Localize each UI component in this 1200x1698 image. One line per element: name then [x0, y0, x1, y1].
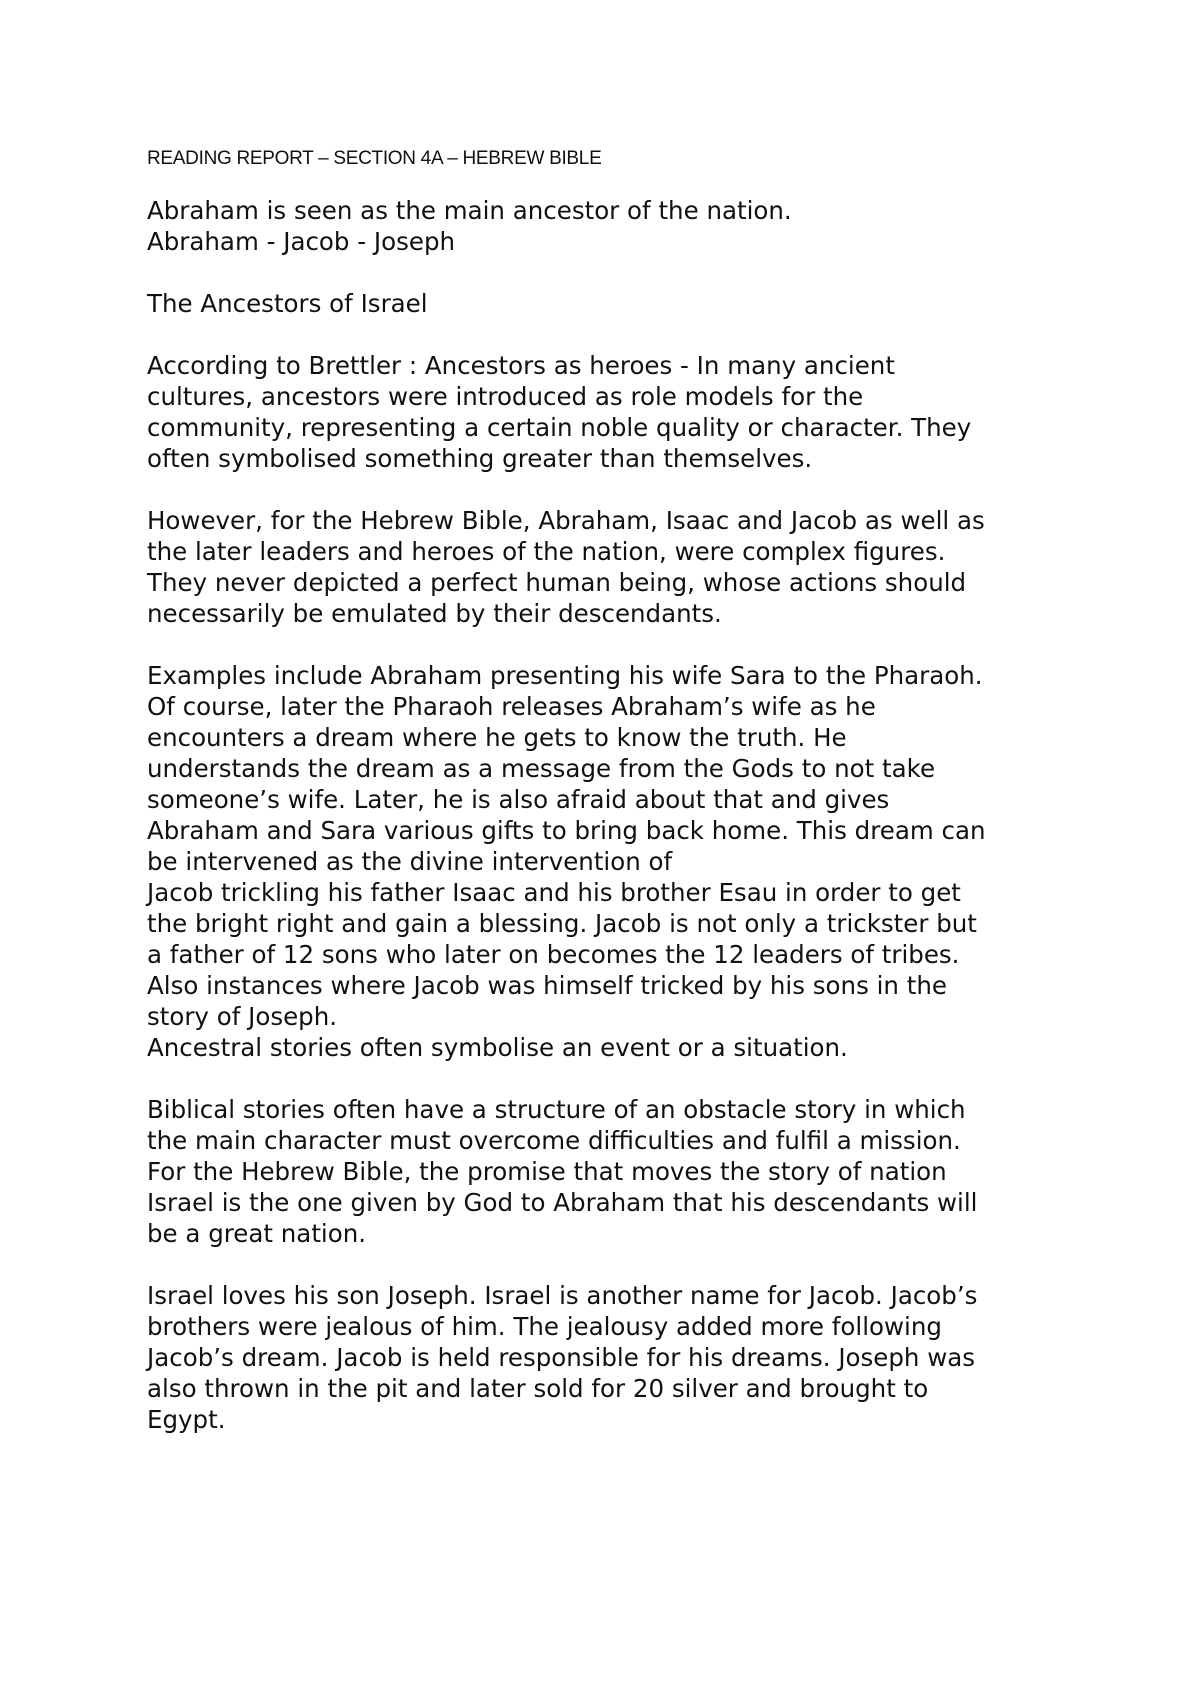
blank-line: [147, 474, 1067, 505]
text-line: a father of 12 sons who later on becomes the 12 leaders of tribes.: [147, 940, 960, 969]
text-line: Egypt.: [147, 1405, 226, 1434]
text-line: For the Hebrew Bible, the promise that moves the story of nation: [147, 1157, 947, 1186]
text-line: They never depicted a perfect human being, whose actions should: [147, 568, 967, 597]
text-line: According to Brettler : Ancestors as heroes - In many ancient: [147, 351, 895, 380]
text-line: Ancestral stories often symbolise an event or a situation.: [147, 1033, 848, 1062]
document-body: [147, 147, 1067, 1435]
text-line: Examples include Abraham presenting his wife Sara to the Pharaoh.: [147, 661, 983, 690]
text-line: Also instances where Jacob was himself tricked by his sons in the: [147, 971, 947, 1000]
text-line: Israel is the one given by God to Abraham that his descendants will: [147, 1188, 978, 1217]
text-line: However, for the Hebrew Bible, Abraham, Isaac and Jacob as well as: [147, 506, 985, 535]
text-line: encounters a dream where he gets to know the truth. He: [147, 723, 847, 752]
blank-line: [147, 1249, 1067, 1280]
text-line: be a great nation.: [147, 1219, 367, 1248]
text-line: The Ancestors of Israel: [147, 289, 428, 318]
text-line: necessarily be emulated by their descendants.: [147, 599, 722, 628]
text-line: brothers were jealous of him. The jealousy added more following: [147, 1312, 942, 1341]
text-line: understands the dream as a message from the Gods to not take: [147, 754, 936, 783]
text-line: Abraham - Jacob - Joseph: [147, 227, 456, 256]
text-line: Biblical stories often have a structure of an obstacle story in which: [147, 1095, 966, 1124]
text-line: Abraham and Sara various gifts to bring back home. This dream can: [147, 816, 986, 845]
text-line: Of course, later the Pharaoh releases Abraham’s wife as he: [147, 692, 876, 721]
blank-line: [147, 1063, 1067, 1094]
text-line: Israel loves his son Joseph. Israel is another name for Jacob. Jacob’s: [147, 1281, 978, 1310]
text-line: the bright right and gain a blessing. Jacob is not only a trickster but: [147, 909, 977, 938]
text-line: cultures, ancestors were introduced as role models for the: [147, 382, 864, 411]
text-line: the main character must overcome difficulties and fulfil a mission.: [147, 1126, 961, 1155]
report-heading: READING REPORT – SECTION 4A – HEBREW BIBLE: [147, 148, 602, 169]
blank-line: [147, 257, 1067, 288]
text-line: community, representing a certain noble quality or character. They: [147, 413, 972, 442]
text-line: someone’s wife. Later, he is also afraid about that and gives: [147, 785, 890, 814]
text-line: often symbolised something greater than themselves.: [147, 444, 813, 473]
text-line: Jacob trickling his father Isaac and his brother Esau in order to get: [147, 878, 961, 907]
text-line: Jacob’s dream. Jacob is held responsible for his dreams. Joseph was: [147, 1343, 976, 1372]
text-line: story of Joseph.: [147, 1002, 338, 1031]
text-line: Abraham is seen as the main ancestor of the nation.: [147, 196, 792, 225]
text-line: be intervened as the divine intervention of: [147, 847, 673, 876]
blank-line: [147, 629, 1067, 660]
text-line: also thrown in the pit and later sold for 20 silver and brought to: [147, 1374, 929, 1403]
blank-line: [147, 319, 1067, 350]
text-line: the later leaders and heroes of the nation, were complex figures.: [147, 537, 946, 566]
document-text: [147, 195, 1067, 1435]
